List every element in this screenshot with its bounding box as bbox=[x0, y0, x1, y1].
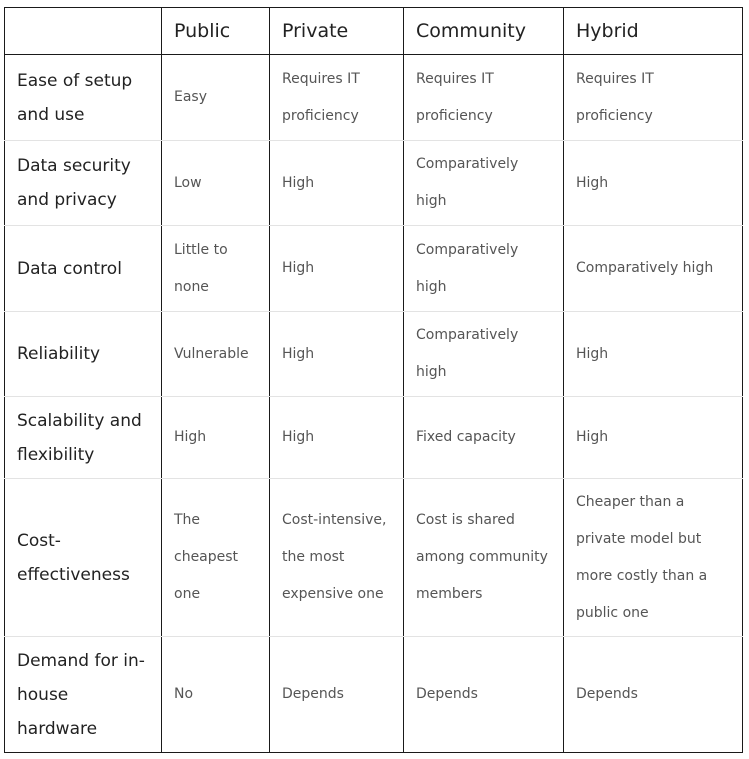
cell-hybrid: High bbox=[564, 397, 743, 479]
table-row bbox=[5, 226, 743, 312]
table-row bbox=[5, 637, 743, 753]
row-label: Scalability and flexibility bbox=[5, 397, 162, 479]
row-label: Data control bbox=[5, 226, 162, 312]
cell-community: Fixed capacity bbox=[404, 397, 564, 479]
cell-public: Low bbox=[162, 141, 270, 226]
cell-private: High bbox=[270, 141, 404, 226]
table-row bbox=[5, 141, 743, 226]
cell-community: Comparatively high bbox=[404, 226, 564, 312]
row-label: Reliability bbox=[5, 312, 162, 397]
cell-public: Easy bbox=[162, 55, 270, 141]
row-label: Ease of setup and use bbox=[5, 55, 162, 141]
cell-public: No bbox=[162, 637, 270, 753]
cell-hybrid: Requires IT proficiency bbox=[564, 55, 743, 141]
row-label: Data security and privacy bbox=[5, 141, 162, 226]
cell-hybrid: Depends bbox=[564, 637, 743, 753]
header-row bbox=[5, 8, 743, 55]
cell-public: The cheapest one bbox=[162, 479, 270, 637]
cell-public: Vulnerable bbox=[162, 312, 270, 397]
cell-community: Requires IT proficiency bbox=[404, 55, 564, 141]
row-label: Cost-effectiveness bbox=[5, 479, 162, 637]
header-private: Private bbox=[270, 8, 404, 55]
cell-community: Depends bbox=[404, 637, 564, 753]
header-community: Community bbox=[404, 8, 564, 55]
cell-private: Cost-intensive, the most expensive one bbox=[270, 479, 404, 637]
cell-private: High bbox=[270, 397, 404, 479]
cloud-deployment-comparison-table bbox=[4, 7, 743, 753]
header-corner bbox=[5, 8, 162, 55]
cell-hybrid: Comparatively high bbox=[564, 226, 743, 312]
table-row bbox=[5, 55, 743, 141]
cell-hybrid: High bbox=[564, 312, 743, 397]
cell-private: Requires IT proficiency bbox=[270, 55, 404, 141]
cell-hybrid: Cheaper than a private model but more costly than a public one bbox=[564, 479, 743, 637]
cell-public: High bbox=[162, 397, 270, 479]
table-row bbox=[5, 312, 743, 397]
cell-private: High bbox=[270, 226, 404, 312]
cell-private: High bbox=[270, 312, 404, 397]
cell-hybrid: High bbox=[564, 141, 743, 226]
table-row bbox=[5, 397, 743, 479]
table-row bbox=[5, 479, 743, 637]
cell-community: Cost is shared among community members bbox=[404, 479, 564, 637]
cell-community: Comparatively high bbox=[404, 141, 564, 226]
comparison-table-wrapper bbox=[4, 7, 743, 753]
cell-private: Depends bbox=[270, 637, 404, 753]
header-public: Public bbox=[162, 8, 270, 55]
row-label: Demand for in-house hardware bbox=[5, 637, 162, 753]
cell-community: Comparatively high bbox=[404, 312, 564, 397]
cell-public: Little to none bbox=[162, 226, 270, 312]
header-hybrid: Hybrid bbox=[564, 8, 743, 55]
